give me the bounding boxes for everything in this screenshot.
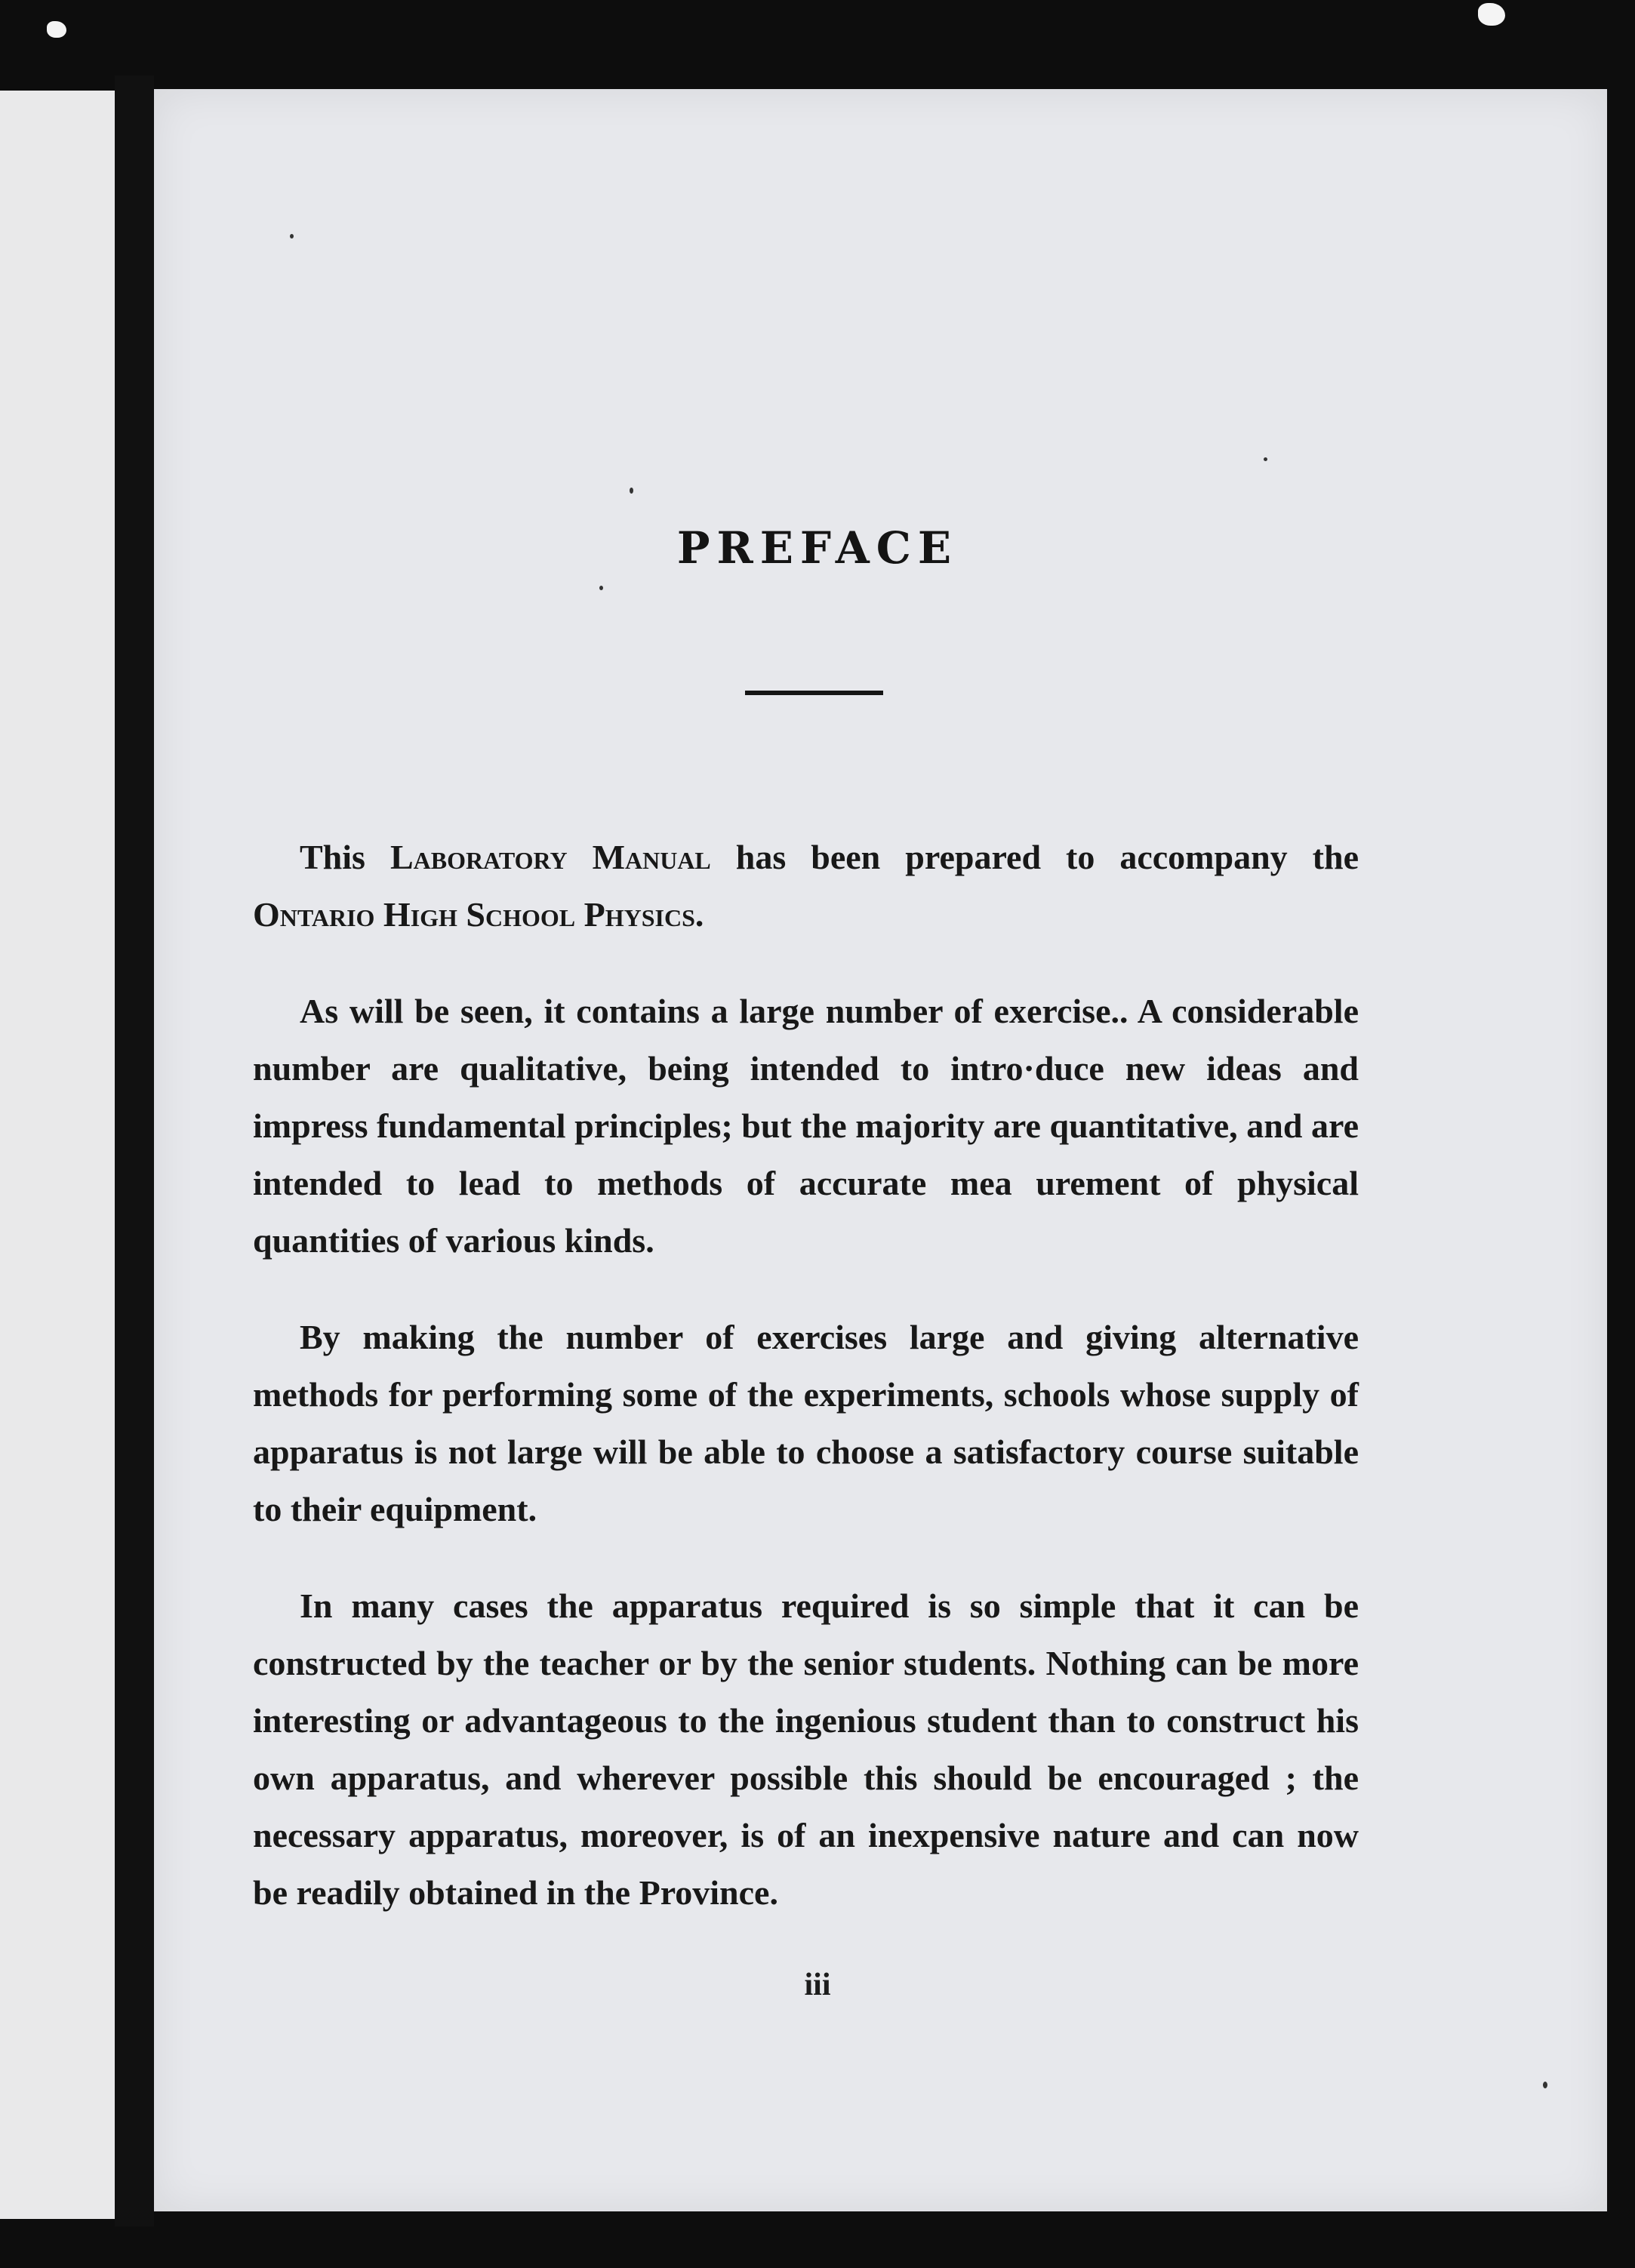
scan-artifact <box>1478 3 1505 26</box>
paper-speck <box>1543 2082 1547 2088</box>
paper-speck <box>290 234 294 238</box>
text-run: By making the number of exercises large and giving alternative methods for performing some of the experiments, schools whose supply of apparatus is not large will be able to choose a satisfactory course suitable to their equipment. <box>253 1318 1359 1528</box>
paper-speck <box>630 488 633 494</box>
facing-page-edge <box>0 91 115 2219</box>
paragraph <box>253 1309 1359 1538</box>
page-title: PREFACE <box>676 522 959 574</box>
paper-speck <box>1264 457 1267 461</box>
page-number: iii <box>804 1968 831 2002</box>
title-rule <box>745 691 883 695</box>
text-run: . <box>694 895 704 934</box>
text-run: As will be seen, it contains a large number of exercise.. A considerable number are qualitative, being intended to intro·duce new ideas and impress fundamental principles; but the majority are quantitative, and are intended to lead to methods of accurate mea urement of physical quantities of various kinds. <box>253 992 1359 1260</box>
small-caps-text: Laboratory Manual <box>390 838 711 876</box>
paragraph <box>253 829 1359 943</box>
small-caps-text: Ontario High School Physics <box>253 895 695 934</box>
text-run: This <box>300 838 390 876</box>
scan-artifact <box>47 21 66 38</box>
paper-speck <box>599 586 603 590</box>
text-run: In many cases the apparatus required is so simple that it can be constructed by the teacher or by the senior students. Nothing can be more interesting or advantageous to the ingenious student than to construct his own apparatus, and wherever possible this should be encouraged ; the necessary apparatus, moreover, is of an inexpensive nature and can now be readily obtained in the Province. <box>253 1586 1359 1912</box>
paragraph <box>253 983 1359 1269</box>
text-run: has been prepared to accompany the <box>710 838 1359 876</box>
body-text <box>253 829 1359 1961</box>
paragraph <box>253 1577 1359 1922</box>
book-spine-shadow <box>115 75 154 2226</box>
